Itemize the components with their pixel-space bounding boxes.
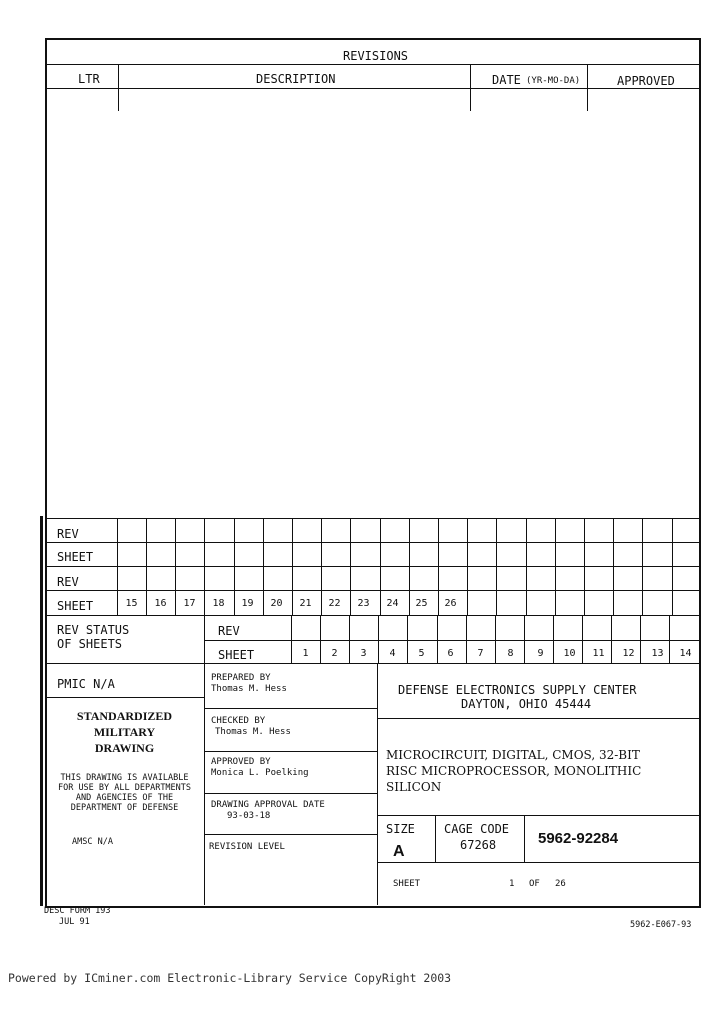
grid-col-divider-upper bbox=[672, 518, 673, 615]
approved-name: Monica L. Poelking bbox=[211, 768, 309, 778]
sig-line-3 bbox=[204, 793, 377, 794]
sheet-label: SHEET bbox=[393, 879, 421, 889]
upper-sheet-24: 24 bbox=[386, 598, 399, 609]
checked-label: CHECKED BY bbox=[211, 716, 266, 726]
approved-label: APPROVED BY bbox=[211, 757, 271, 767]
title-line-2: RISC MICROPROCESSOR, MONOLITHIC bbox=[386, 764, 642, 778]
grid-line-5 bbox=[204, 640, 699, 641]
powered-by: Powered by ICminer.com Electronic-Library Service CopyRight 2003 bbox=[8, 971, 452, 985]
lower-sheet-5: 5 bbox=[418, 648, 425, 659]
col-date: DATE bbox=[492, 73, 521, 87]
rev-status-title-1: REV STATUS bbox=[57, 623, 130, 637]
col-approved: APPROVED bbox=[617, 74, 675, 88]
sig-line-4 bbox=[204, 834, 377, 835]
title-line-3: SILICON bbox=[386, 780, 442, 794]
availability-1: THIS DRAWING IS AVAILABLE bbox=[60, 773, 189, 783]
grid-sheet-label-1: SHEET bbox=[57, 550, 94, 564]
approval-date: 93-03-18 bbox=[227, 811, 271, 821]
availability-4: DEPARTMENT OF DEFENSE bbox=[70, 803, 179, 813]
grid-col-divider-upper bbox=[526, 518, 527, 615]
form-date: JUL 91 bbox=[59, 917, 90, 927]
upper-sheet-18: 18 bbox=[212, 598, 225, 609]
amsc-text: AMSC N/A bbox=[72, 837, 113, 847]
upper-sheet-21: 21 bbox=[299, 598, 312, 609]
grid-col-divider-upper bbox=[613, 518, 614, 615]
cage-label: CAGE CODE bbox=[444, 822, 510, 836]
checked-name: Thomas M. Hess bbox=[215, 727, 291, 737]
col-date-format: (YR-MO-DA) bbox=[526, 76, 581, 86]
lower-sheet-12: 12 bbox=[622, 648, 635, 659]
cage-divider bbox=[524, 815, 525, 862]
frame-left-shadow bbox=[40, 516, 43, 906]
lower-sheet-10: 10 bbox=[563, 648, 576, 659]
lower-sheet-1: 1 bbox=[302, 648, 309, 659]
grid-top-line bbox=[45, 518, 699, 519]
grid-rev-label-2: REV bbox=[57, 575, 79, 589]
grid-line-1 bbox=[45, 542, 699, 543]
grid-col-divider-upper bbox=[642, 518, 643, 615]
upper-sheet-19: 19 bbox=[241, 598, 254, 609]
availability-2: FOR USE BY ALL DEPARTMENTS bbox=[57, 783, 192, 793]
upper-sheet-17: 17 bbox=[183, 598, 196, 609]
lower-sheet-4: 4 bbox=[389, 648, 396, 659]
lower-sheet-6: 6 bbox=[447, 648, 454, 659]
grid-line-3 bbox=[45, 590, 699, 591]
sig-line-2 bbox=[204, 751, 377, 752]
doc-number: 5962-92284 bbox=[538, 830, 619, 847]
availability-3: AND AGENCIES OF THE bbox=[75, 793, 174, 803]
size-bottom-line bbox=[377, 862, 699, 863]
pmic-text: PMIC N/A bbox=[57, 677, 115, 691]
sig-right-divider bbox=[377, 663, 378, 905]
lower-sheet-9: 9 bbox=[537, 648, 544, 659]
smd-line-3: DRAWING bbox=[94, 741, 155, 755]
revision-level-label: REVISION LEVEL bbox=[209, 842, 285, 852]
grid-sheet-label-2: SHEET bbox=[57, 599, 94, 613]
grid-col-divider-upper bbox=[555, 518, 556, 615]
size-divider bbox=[435, 815, 436, 862]
prepared-label: PREPARED BY bbox=[211, 673, 271, 683]
grid-line-2 bbox=[45, 566, 699, 567]
rev-colhead-line bbox=[45, 88, 699, 89]
size-label: SIZE bbox=[386, 822, 415, 836]
upper-sheet-23: 23 bbox=[357, 598, 370, 609]
size-value: A bbox=[393, 843, 405, 860]
lower-sheet-2: 2 bbox=[331, 648, 338, 659]
form-number: DESC FORM 193 bbox=[44, 906, 111, 916]
lower-sheet-14: 14 bbox=[679, 648, 692, 659]
footer-ref: 5962-E067-93 bbox=[630, 920, 692, 930]
grid-line-4 bbox=[45, 615, 699, 616]
upper-sheet-16: 16 bbox=[154, 598, 167, 609]
grid-rev-label-1: REV bbox=[57, 527, 79, 541]
sheet-total: 26 bbox=[555, 879, 566, 889]
upper-sheet-26: 26 bbox=[444, 598, 457, 609]
grid-lower-label-divider bbox=[204, 615, 205, 905]
revisions-title: REVISIONS bbox=[343, 49, 409, 63]
rev-header-line bbox=[45, 64, 699, 65]
grid-col-divider-upper bbox=[467, 518, 468, 615]
lower-sheet-8: 8 bbox=[507, 648, 514, 659]
grid-rev-label-3: REV bbox=[218, 624, 240, 638]
grid-line-6 bbox=[45, 663, 699, 664]
lower-sheet-7: 7 bbox=[477, 648, 484, 659]
agency-line bbox=[377, 718, 699, 719]
size-top-line bbox=[377, 815, 699, 816]
agency-line-1: DEFENSE ELECTRONICS SUPPLY CENTER bbox=[398, 683, 637, 697]
grid-sheet-label-3: SHEET bbox=[218, 648, 255, 662]
rev-status-title-2: OF SHEETS bbox=[57, 637, 123, 651]
approval-date-label: DRAWING APPROVAL DATE bbox=[211, 800, 325, 810]
upper-sheet-22: 22 bbox=[328, 598, 341, 609]
sig-line-1 bbox=[204, 708, 377, 709]
grid-col-divider-upper bbox=[496, 518, 497, 615]
title-line-1: MICROCIRCUIT, DIGITAL, CMOS, 32-BIT bbox=[386, 748, 640, 762]
grid-col-divider-upper bbox=[584, 518, 585, 615]
smd-line-1: STANDARDIZED bbox=[76, 709, 173, 723]
pmic-line bbox=[45, 697, 204, 698]
sheet-of: OF bbox=[529, 879, 540, 889]
col-ltr: LTR bbox=[78, 72, 100, 86]
col-description: DESCRIPTION bbox=[256, 72, 336, 86]
upper-sheet-25: 25 bbox=[415, 598, 428, 609]
upper-sheet-15: 15 bbox=[125, 598, 138, 609]
lower-sheet-3: 3 bbox=[360, 648, 367, 659]
sheet-num: 1 bbox=[509, 879, 515, 889]
lower-sheet-13: 13 bbox=[651, 648, 664, 659]
upper-sheet-20: 20 bbox=[270, 598, 283, 609]
lower-sheet-11: 11 bbox=[592, 648, 605, 659]
prepared-name: Thomas M. Hess bbox=[211, 684, 287, 694]
cage-value: 67268 bbox=[460, 838, 497, 852]
agency-line-2: DAYTON, OHIO 45444 bbox=[461, 697, 592, 711]
smd-line-2: MILITARY bbox=[93, 725, 156, 739]
